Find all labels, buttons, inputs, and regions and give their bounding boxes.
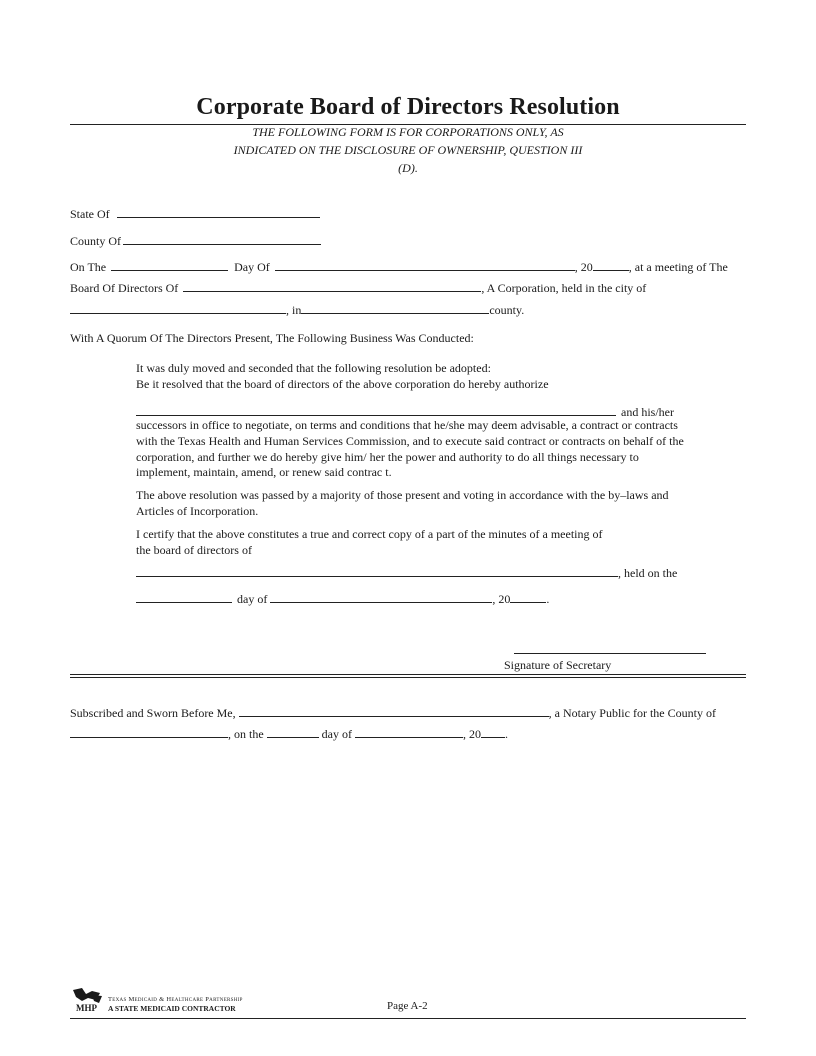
subtitle-line-1: THE FOLLOWING FORM IS FOR CORPORATIONS ONLY, AS: [252, 125, 564, 139]
authorized-person-row: [136, 404, 674, 419]
board-of-directors-row: [70, 280, 646, 295]
notary-month-field[interactable]: [355, 726, 463, 738]
authorized-person-field[interactable]: [136, 404, 616, 416]
county-name-field[interactable]: [301, 302, 489, 314]
notary-period: .: [505, 727, 508, 741]
notary-year-prefix: , 20: [463, 727, 481, 741]
section-rule-top: [70, 674, 746, 675]
board-of-directors-label: Board Of Directors Of: [70, 281, 179, 295]
certify-day-field[interactable]: [136, 591, 232, 603]
his-her-label: and his/her: [621, 405, 674, 419]
resolution-passed-text: The above resolution was passed by a majority of those present and voting in accordance with the by–laws and Articles of Incorporation.: [136, 488, 669, 518]
resolution-line-1: It was duly moved and seconded that the following resolution be adopted:: [136, 361, 491, 375]
partnership-name: Texas Medicaid & Healthcare Partnership: [108, 996, 243, 1003]
in-label: , in: [286, 303, 302, 317]
notary-day-field[interactable]: [267, 726, 319, 738]
subtitle-line-3: (D).: [398, 161, 418, 175]
resolution-line-2: Be it resolved that the board of directors of the above corporation do hereby authorize: [136, 377, 549, 391]
page-number: Page A-2: [387, 1000, 428, 1012]
notary-row-2: [70, 726, 508, 741]
year-field[interactable]: [593, 259, 629, 271]
certify-text: I certify that the above constitutes a true and correct copy of a part of the minutes of a meeting of the board of directors of: [136, 527, 603, 557]
footer-rule: [70, 1018, 746, 1019]
corporation-city-label: , A Corporation, held in the city of: [481, 281, 647, 295]
day-of-label: Day Of: [234, 260, 270, 274]
certify-month-field[interactable]: [270, 591, 492, 603]
mhp-abbr: MHP: [76, 1003, 97, 1013]
held-on-row: [136, 565, 677, 580]
held-on-label: , held on the: [618, 566, 678, 580]
board-name-field[interactable]: [136, 565, 618, 577]
section-rule-bottom: [70, 677, 746, 678]
page-title: Corporate Board of Directors Resolution: [196, 94, 620, 120]
notary-public-label: , a Notary Public for the County of: [548, 706, 716, 720]
notary-county-field[interactable]: [70, 726, 228, 738]
quorum-text: With A Quorum Of The Directors Present, The Following Business Was Conducted:: [70, 331, 474, 345]
certify-date-row: [136, 591, 549, 606]
state-of-field[interactable]: [117, 206, 320, 218]
notary-year-field[interactable]: [481, 726, 505, 738]
county-of-field[interactable]: [123, 233, 321, 245]
contractor-text: A STATE MEDICAID CONTRACTOR: [108, 1004, 236, 1013]
on-the-label: On The: [70, 260, 107, 274]
day-of-field[interactable]: [275, 259, 575, 271]
resolution-body: successors in office to negotiate, on terms and conditions that he/she may deem advisable, a contract or contracts with the Texas Health and Human Services Commission, and to execute said contract or contracts on behalf of the corporation, and further we do hereby give him/ her the power and authority to do all things necessary to implement, maintain, amend, or renew said contrac t.: [136, 418, 684, 480]
county-of-label: County Of: [70, 234, 121, 248]
certify-year-field[interactable]: [510, 591, 546, 603]
year-prefix-label: , 20: [574, 260, 593, 274]
on-the-row: [70, 259, 728, 274]
state-of-label: State Of: [70, 207, 110, 221]
notary-name-field[interactable]: [239, 705, 549, 717]
certify-year-prefix: , 20: [492, 592, 511, 606]
corporation-name-field[interactable]: [183, 280, 481, 292]
notary-row-1: [70, 705, 716, 720]
signature-label: Signature of Secretary: [504, 658, 612, 672]
subscribed-label: Subscribed and Sworn Before Me,: [70, 706, 236, 720]
certify-period: .: [546, 592, 550, 606]
on-the-date-field[interactable]: [111, 259, 228, 271]
certify-day-of-label: day of: [237, 592, 268, 606]
meeting-of-label: , at a meeting of The: [628, 260, 728, 274]
notary-on-the-label: , on the: [228, 727, 264, 741]
mhp-logo: [72, 986, 243, 1014]
subtitle-line-2: INDICATED ON THE DISCLOSURE OF OWNERSHIP, QUESTION III: [233, 143, 583, 157]
city-field[interactable]: [70, 302, 286, 314]
signature-line[interactable]: [514, 653, 706, 654]
county-of-row: [70, 233, 321, 248]
county-label: county.: [489, 303, 525, 317]
city-county-row: [70, 302, 524, 317]
notary-day-of-label: day of: [321, 727, 352, 741]
state-of-row: [70, 206, 320, 221]
